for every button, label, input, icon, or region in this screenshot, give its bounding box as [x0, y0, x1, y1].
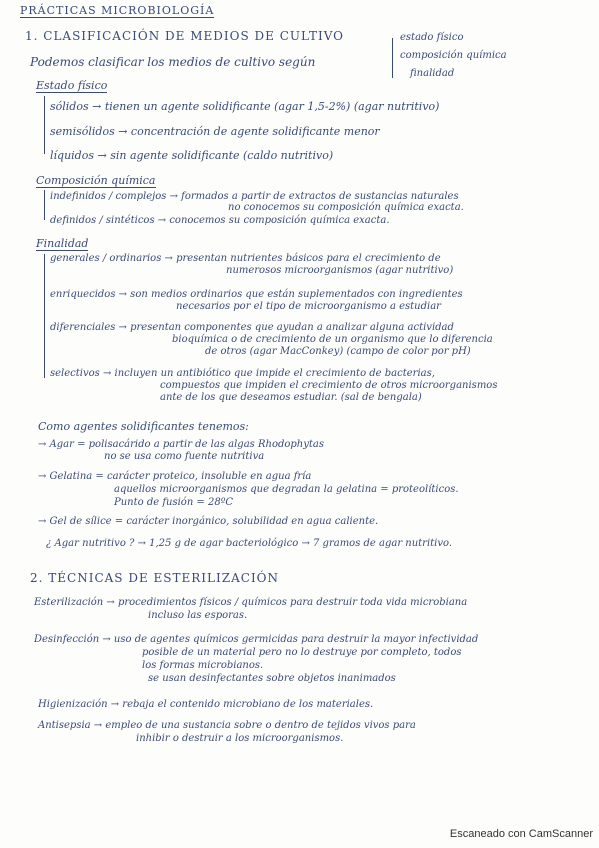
purpose-general-1: generales / ordinarios → presentan nutrientes básicos para el crecimiento de — [50, 253, 441, 264]
criterion-purpose: finalidad — [410, 68, 455, 79]
chemical-defined: definidos / sintéticos → conocemos su composición química exacta. — [50, 215, 390, 226]
agent-gelatin-3: Punto de fusión = 28ºC — [114, 497, 234, 508]
purpose-differential-3: de otros (agar MacConkey) (campo de color por pH) — [205, 346, 471, 357]
purpose-selective-3: ante de los que deseamos estudiar. (sal de bengala) — [160, 392, 422, 403]
section-2-title: 2. TÉCNICAS DE ESTERILIZACIÓN — [30, 571, 280, 585]
criterion-physical: estado físico — [400, 32, 464, 43]
scanner-watermark: Escaneado con CamScanner — [449, 828, 593, 840]
agent-gelatin-1: → Gelatina = carácter proteico, insoluble en agua fría — [38, 471, 312, 482]
heading-chemical-composition: Composición química — [36, 174, 156, 187]
antisepsis-1: Antisepsia → empleo de una sustancia sobre o dentro de tejidos vivos para — [38, 720, 416, 731]
physical-item-semisolid: semisólidos → concentración de agente solidificante menor — [50, 125, 380, 138]
criterion-chemical: composición química — [400, 50, 507, 61]
purpose-selective-1: selectivos → incluyen un antibiótico que impide el crecimiento de bacterias, — [50, 368, 435, 379]
purpose-differential-2: bioquímica o de crecimiento de un organismo que lo diferencia — [172, 334, 493, 345]
agent-agar-1: → Agar = polisacárido a partir de las algas Rhodophytas — [38, 439, 324, 450]
heading-physical-state: Estado físico — [36, 79, 108, 92]
physical-state-bracket — [44, 96, 45, 154]
page-title: PRÁCTICAS MICROBIOLOGÍA — [20, 4, 215, 17]
nutrient-agar-question: ¿ Agar nutritivo ? → 1,25 g de agar bacteriológico → 7 gramos de agar nutritivo. — [46, 538, 453, 549]
criteria-brace — [392, 38, 393, 78]
chemical-bracket — [44, 190, 45, 220]
sterilization-1: Esterilización → procedimientos físicos / químicos para destruir toda vida microbiana — [34, 597, 468, 608]
purpose-differential-1: diferenciales → presentan componentes que ayudan a analizar alguna actividad — [50, 322, 454, 333]
disinfection-1: Desinfección → uso de agentes químicos germicidas para destruir la mayor infectividad — [34, 634, 479, 645]
solidifying-agents-heading: Como agentes solidificantes tenemos: — [38, 420, 249, 433]
disinfection-2: posible de un material pero no lo destruye por completo, todos — [142, 647, 462, 658]
antisepsis-2: inhibir o destruir a los microorganismos. — [136, 733, 344, 744]
chemical-undefined-2: no conocemos su composición química exacta. — [228, 202, 464, 213]
physical-item-liquid: líquidos → sin agente solidificante (caldo nutritivo) — [50, 149, 334, 162]
heading-purpose: Finalidad — [36, 237, 89, 250]
sterilization-2: incluso las esporas. — [148, 610, 248, 621]
agent-gelatin-2: aquellos microorganismos que degradan la gelatina = proteolíticos. — [114, 484, 459, 495]
agent-silica: → Gel de sílice = carácter inorgánico, solubilidad en agua caliente. — [38, 516, 379, 527]
physical-item-solid: sólidos → tienen un agente solidificante (agar 1,5-2%) (agar nutritivo) — [50, 100, 440, 113]
purpose-enriched-2: necesarios por el tipo de microorganismo a estudiar — [176, 301, 441, 312]
chemical-undefined-1: indefinidos / complejos → formados a partir de extractos de sustancias naturales — [50, 191, 459, 202]
agent-agar-2: no se usa como fuente nutritiva — [104, 451, 265, 462]
disinfection-4: se usan desinfectantes sobre objetos inanimados — [148, 673, 396, 684]
purpose-general-2: numerosos microorganismos (agar nutritivo) — [226, 265, 454, 276]
hygienization: Higienización → rebaja el contenido microbiano de los materiales. — [38, 699, 374, 710]
disinfection-3: los formas microbianos. — [142, 660, 264, 671]
purpose-enriched-1: enriquecidos → son medios ordinarios que están suplementados con ingredientes — [50, 289, 463, 300]
purpose-bracket — [44, 254, 45, 378]
classification-intro: Podemos clasificar los medios de cultivo según — [30, 55, 316, 69]
purpose-selective-2: compuestos que impiden el crecimiento de otros microorganismos — [160, 380, 498, 391]
section-1-title: 1. CLASIFICACIÓN DE MEDIOS DE CULTIVO — [25, 29, 345, 43]
